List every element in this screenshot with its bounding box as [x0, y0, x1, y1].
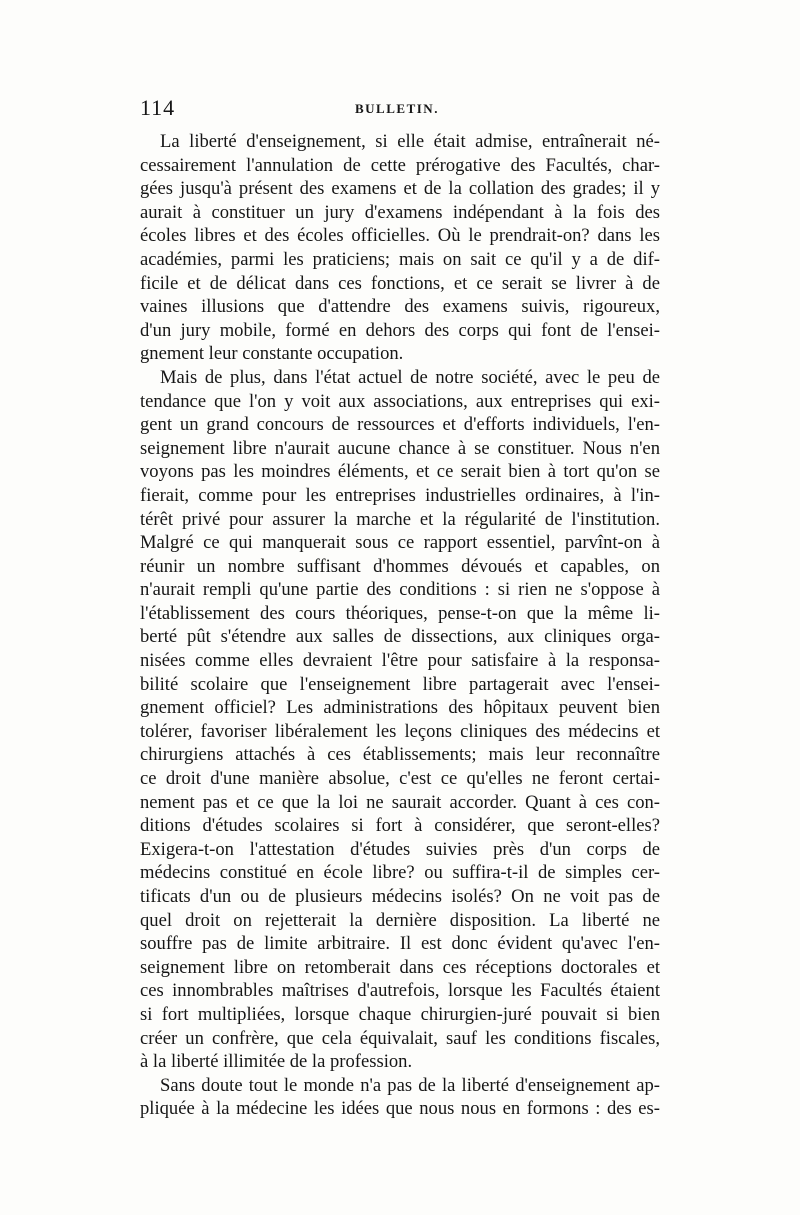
text-line: nement pas et ce que la loi ne saurait accorder. Quant à ces con-	[140, 791, 660, 813]
text-line: seignement libre on retomberait dans ces réceptions doctorales et	[140, 956, 660, 978]
text-line: Mais de plus, dans l'état actuel de notre société, avec le peu de	[160, 366, 660, 388]
text-line: cessairement l'annulation de cette prérogative des Facultés, char-	[140, 154, 660, 176]
text-line: académies, parmi les praticiens; mais on sait ce qu'il y a de dif-	[140, 248, 660, 270]
text-line: ditions d'études scolaires si fort à considérer, que seront-elles?	[140, 815, 660, 837]
text-line: médecins constitué en école libre? ou suffira-t-il de simples cer-	[140, 862, 660, 884]
text-line: réunir un nombre suffisant d'hommes dévoués et capables, on	[140, 555, 660, 577]
text-line: quel droit on rejetterait la dernière disposition. La liberté ne	[140, 909, 660, 931]
text-line: à la liberté illimitée de la profession.	[140, 1051, 413, 1073]
text-line: vaines illusions que d'attendre des examens suivis, rigoureux,	[140, 296, 660, 318]
running-title: BULLETIN.	[355, 101, 439, 116]
text-line: pliquée à la médecine les idées que nous nous en formons : des es-	[140, 1098, 660, 1120]
text-line: d'un jury mobile, formé en dehors des corps qui font de l'ensei-	[140, 319, 660, 341]
text-line: nisées comme elles devraient l'être pour satisfaire à la responsa-	[140, 650, 660, 672]
text-line: bilité scolaire que l'enseignement libre partagerait avec l'ensei-	[140, 673, 660, 695]
text-line: écoles libres et des écoles officielles. Où le prendrait-on? dans les	[140, 225, 660, 247]
text-line: gnement officiel? Les administrations des hôpitaux peuvent bien	[140, 697, 660, 719]
running-head	[140, 97, 660, 119]
page-number: 114	[140, 95, 176, 120]
text-line: tendance que l'on y voit aux associations, aux entreprises qui exi-	[140, 390, 660, 412]
text-line: chirurgiens attachés à ces établissements; mais leur reconnaître	[140, 744, 660, 766]
text-line: gées jusqu'à présent des examens et de la collation des grades; il y	[140, 178, 660, 200]
text-line: gent un grand concours de ressources et d'efforts individuels, l'en-	[140, 414, 660, 436]
text-line: ficile et de délicat dans ces fonctions, et ce serait se livrer à de	[140, 272, 660, 294]
text-line: tolérer, favoriser libéralement les leçons cliniques des médecins et	[140, 720, 660, 742]
text-line: n'aurait rempli qu'une partie des conditions : si rien ne s'oppose à	[140, 579, 660, 601]
text-line: fierait, comme pour les entreprises industrielles ordinaires, à l'in-	[140, 484, 660, 506]
text-line: si fort multipliées, lorsque chaque chirurgien-juré pouvait si bien	[140, 1003, 660, 1025]
text-line: voyons pas les moindres éléments, et ce serait bien à tort qu'on se	[140, 461, 660, 483]
text-line: seignement libre n'aurait aucune chance à se constituer. Nous n'en	[140, 437, 660, 459]
text-line: tificats d'un ou de plusieurs médecins isolés? On ne voit pas de	[140, 886, 660, 907]
text-line: ce droit d'une manière absolue, c'est ce qu'elles ne feront certai-	[140, 768, 660, 790]
text-line: Malgré ce qui manquerait sous ce rapport essentiel, parvînt-on à	[140, 532, 660, 554]
text-line: Sans doute tout le monde n'a pas de la liberté d'enseignement ap-	[160, 1074, 660, 1096]
text-line: créer un confrère, que cela équivalait, sauf les conditions fiscales,	[140, 1027, 660, 1049]
text-line: ces innombrables maîtrises d'autrefois, lorsque les Facultés étaient	[140, 980, 660, 1002]
text-line: souffre pas de limite arbitraire. Il est donc évident qu'avec l'en-	[140, 933, 660, 955]
text-line: berté pût s'étendre aux salles de dissections, aux cliniques orga-	[140, 626, 660, 648]
text-line: térêt privé pour assurer la marche et la régularité de l'institution.	[140, 508, 660, 530]
text-line: Exigera-t-on l'attestation d'études suivies près d'un corps de	[140, 838, 660, 860]
body-text	[140, 130, 660, 1121]
text-line: La liberté d'enseignement, si elle était admise, entraînerait né-	[160, 131, 660, 152]
text-line: l'établissement des cours théoriques, pense-t-on que la même li-	[140, 602, 660, 624]
text-line: aurait à constituer un jury d'examens indépendant à la fois des	[140, 201, 660, 223]
text-line: gnement leur constante occupation.	[140, 343, 404, 365]
